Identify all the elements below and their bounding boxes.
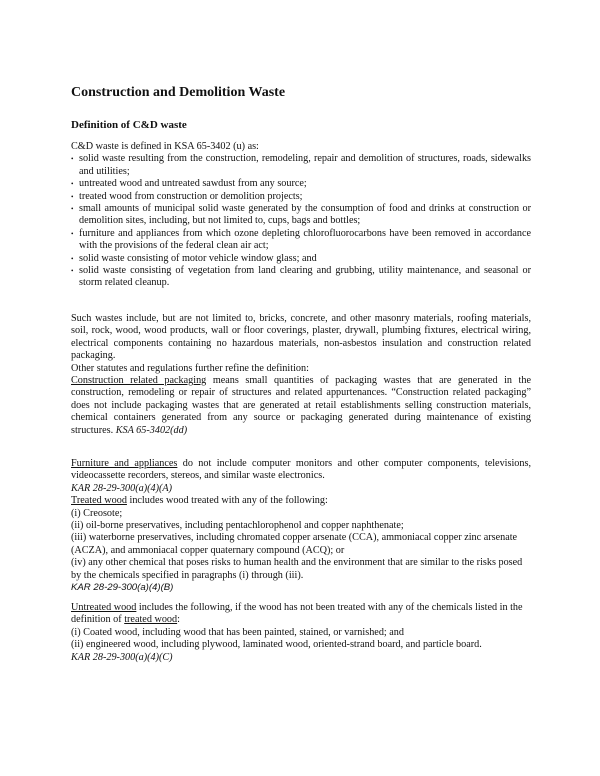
untreated-cite: KAR 28-29-300(a)(4)(C) <box>71 651 173 663</box>
treated-cite: KAR 28-29-300(a)(4)(B) <box>71 582 174 594</box>
furniture-term: Furniture and appliances <box>71 458 178 469</box>
list-item: • untreated wood and untreated sawdust from any source; <box>71 178 531 190</box>
untreated-text: includes the following, if the wood has not been treated with any of the chemicals listed in the definition of <box>71 602 523 626</box>
list-item: • solid waste consisting of vegetation from land clearing and grubbing, utility maintenance, and seasonal or storm related cleanup. <box>71 265 531 290</box>
furniture-block <box>71 458 531 594</box>
untreated-colon: : <box>177 614 180 626</box>
list-item: • treated wood from construction or demolition projects; <box>71 191 531 203</box>
untreated-intro <box>71 602 531 627</box>
such-wastes-block <box>71 313 531 437</box>
list-item: • solid waste resulting from the construction, remodeling, repair and demolition of structures, roads, sidewalks and utilities; <box>71 153 531 178</box>
packaging-term: Construction related packaging <box>71 375 207 387</box>
such-wastes-paragraph: Such wastes include, but are not limited to, bricks, concrete, and other masonry materials, roofing materials, soil, rock, wood, wood products, wall or floor coverings, plaster, drywall, plumbing fixtures, electrical wiring, electrical components containing no hazardous materials, non-asbestos insulation and construction related packaging. <box>71 313 531 362</box>
packaging-cite: KSA 65-3402(dd) <box>115 424 188 436</box>
treated-intro <box>71 495 531 507</box>
untreated-item: (ii) engineered wood, including plywood, laminated wood, oriented-strand board, and particle board. <box>71 639 482 651</box>
list-item: • small amounts of municipal solid waste generated by the consumption of food and drinks at construction or demolition sites, including, but not limited to, cups, bags and bottles; <box>71 203 531 228</box>
section-heading: Definition of C&D waste <box>71 119 187 131</box>
packaging-text: means small quantities of packaging wastes that are generated in the construction, remodeling or repair of structures and related appurtenances. “Construction related packaging” does not include packaging wastes that are generated at retail establishments selling construction materials, chemical containers generated from any source or packaging generated during maintenance of existing structures. <box>71 375 531 436</box>
untreated-block <box>71 602 531 664</box>
definition-block <box>71 141 531 290</box>
treated-text: includes wood treated with any of the following: <box>129 495 328 507</box>
treated-item: (ii) oil-borne preservatives, including pentachlorophenol and copper naphthenate; <box>71 520 404 532</box>
page-title: Construction and Demolition Waste <box>71 85 286 100</box>
treated-item: (iv) any other chemical that poses risks to human health and the environment that are similar to the risks posed by the chemicals specified in paragraphs (i) through (iii). <box>71 557 523 581</box>
untreated-term: Untreated wood <box>71 602 137 613</box>
definition-list <box>71 153 531 289</box>
untreated-item: (i) Coated wood, including wood that has been painted, stained, or varnished; and <box>71 626 404 638</box>
definition-intro: C&D waste is defined in KSA 65-3402 (u) as: <box>71 141 259 152</box>
treated-term: Treated wood <box>71 495 127 507</box>
packaging-paragraph <box>71 375 531 437</box>
furniture-paragraph <box>71 458 531 483</box>
list-item: • solid waste consisting of motor vehicle window glass; and <box>71 253 531 265</box>
list-item: • furniture and appliances from which ozone depleting chlorofluorocarbons have been removed in accordance with the provisions of the federal clean air act; <box>71 228 531 253</box>
furniture-text: do not include computer monitors and other computer components, televisions, videocassette recorders, stereos, and similar waste electronics. <box>71 458 532 482</box>
other-statutes-line: Other statutes and regulations further refine the definition: <box>71 362 309 374</box>
treated-item: (iii) waterborne preservatives, including chromated copper arsenate (CCA), ammoniacal copper zinc arsenate (ACZA), and ammoniacal copper quaternary compound (ACQ); or <box>71 532 518 556</box>
furniture-cite: KAR 28-29-300(a)(4)(A) <box>71 482 172 494</box>
treated-item: (i) Creosote; <box>71 507 123 519</box>
treated-wood-link: treated wood <box>124 614 178 626</box>
